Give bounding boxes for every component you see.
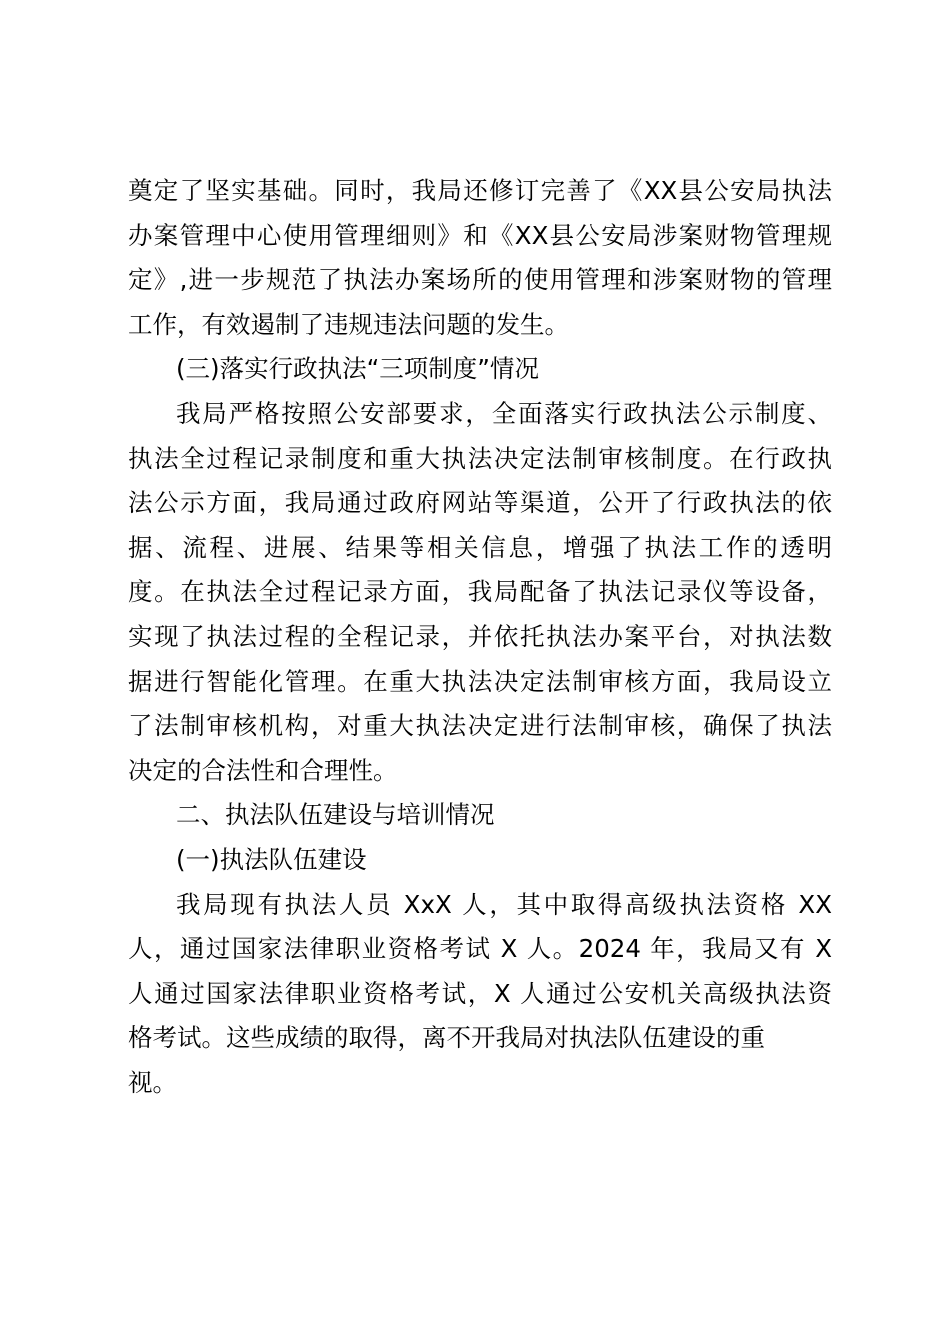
text-line: 人通过国家法律职业资格考试，X 人通过公安机关高级执法资 [128, 978, 832, 1008]
text-line: 执法全过程记录制度和重大执法决定法制审核制度。在行政执 [128, 443, 832, 473]
text-line: 法公示方面，我局通过政府网站等渠道，公开了行政执法的依 [128, 488, 832, 518]
text-line: 工作，有效遏制了违规违法问题的发生。 [128, 309, 569, 339]
text-line: (一)执法队伍建设 [176, 844, 367, 874]
text-line: 我局现有执法人员 XxX 人，其中取得高级执法资格 XX [176, 889, 832, 919]
text-line: 度。在执法全过程记录方面，我局配备了执法记录仪等设备， [128, 577, 832, 607]
text-line: 人，通过国家法律职业资格考试 X 人。2024 年，我局又有 X [128, 934, 832, 964]
text-line: 格考试。这些成绩的取得，离不开我局对执法队伍建设的重 [128, 1023, 765, 1053]
text-line: 二、执法队伍建设与培训情况 [176, 800, 495, 830]
text-line: 视。 [128, 1067, 177, 1097]
text-line: 办案管理中心使用管理细则》和《XX县公安局涉案财物管理规 [128, 220, 832, 250]
text-line: 决定的合法性和合理性。 [128, 755, 398, 785]
text-line: 实现了执法过程的全程记录，并依托执法办案平台，对执法数 [128, 621, 832, 651]
text-line: 据、流程、进展、结果等相关信息，增强了执法工作的透明 [128, 532, 832, 562]
text-line: 据进行智能化管理。在重大执法决定法制审核方面，我局设立 [128, 666, 832, 696]
text-line: 我局严格按照公安部要求，全面落实行政执法公示制度、 [176, 398, 832, 428]
text-line: 定》,进一步规范了执法办案场所的使用管理和涉案财物的管理 [128, 265, 832, 295]
document-body [128, 169, 832, 1105]
text-line: 了法制审核机构，对重大执法决定进行法制审核，确保了执法 [128, 711, 832, 741]
text-line: (三)落实行政执法“三项制度”情况 [176, 354, 540, 384]
text-line: 奠定了坚实基础。同时，我局还修订完善了《XX县公安局执法 [128, 176, 832, 205]
